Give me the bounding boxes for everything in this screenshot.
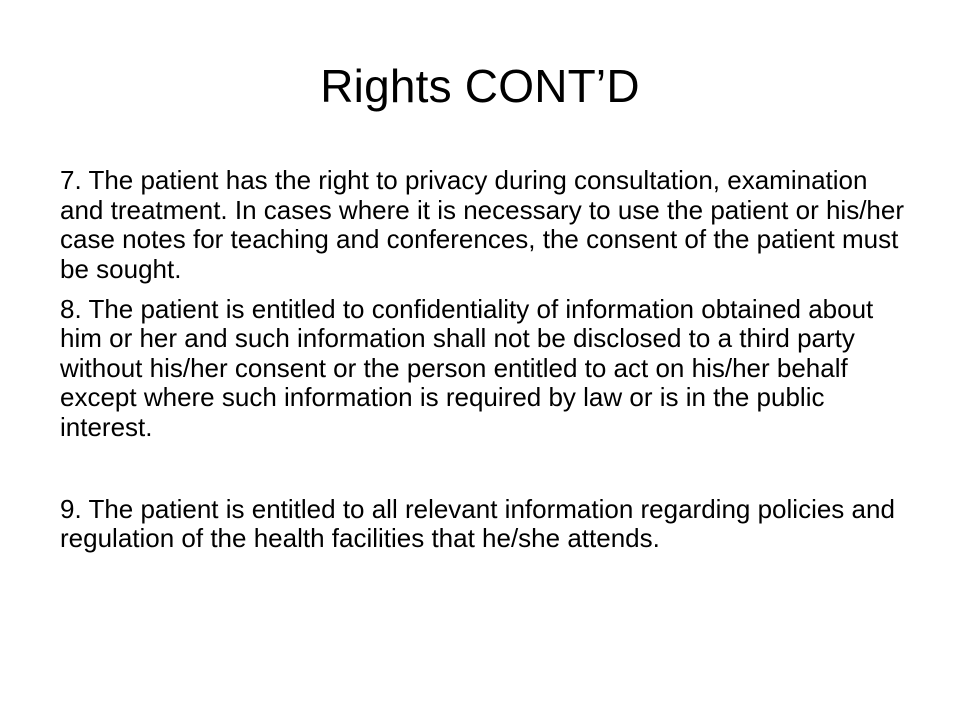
slide-body	[60, 166, 912, 554]
paragraph-7-privacy: 7. The patient has the right to privacy during consultation, examination and treatment. In cases where it is necessary to use the patient or his/her case notes for teaching and conferences, the consent of the patient must be sought.	[60, 165, 904, 284]
slide-title: Rights CONT’D	[320, 60, 640, 112]
paragraph-9-information: 9. The patient is entitled to all relevant information regarding policies and regulation of the health facilities that he/she attends.	[60, 493, 895, 554]
paragraph-8-confidentiality: 8. The patient is entitled to confidentiality of information obtained about him or her and such information shall not be disclosed to a third party without his/her consent or the person entitled to act on his/her behalf except where such information is required by law or is in the public interest.	[60, 293, 874, 442]
